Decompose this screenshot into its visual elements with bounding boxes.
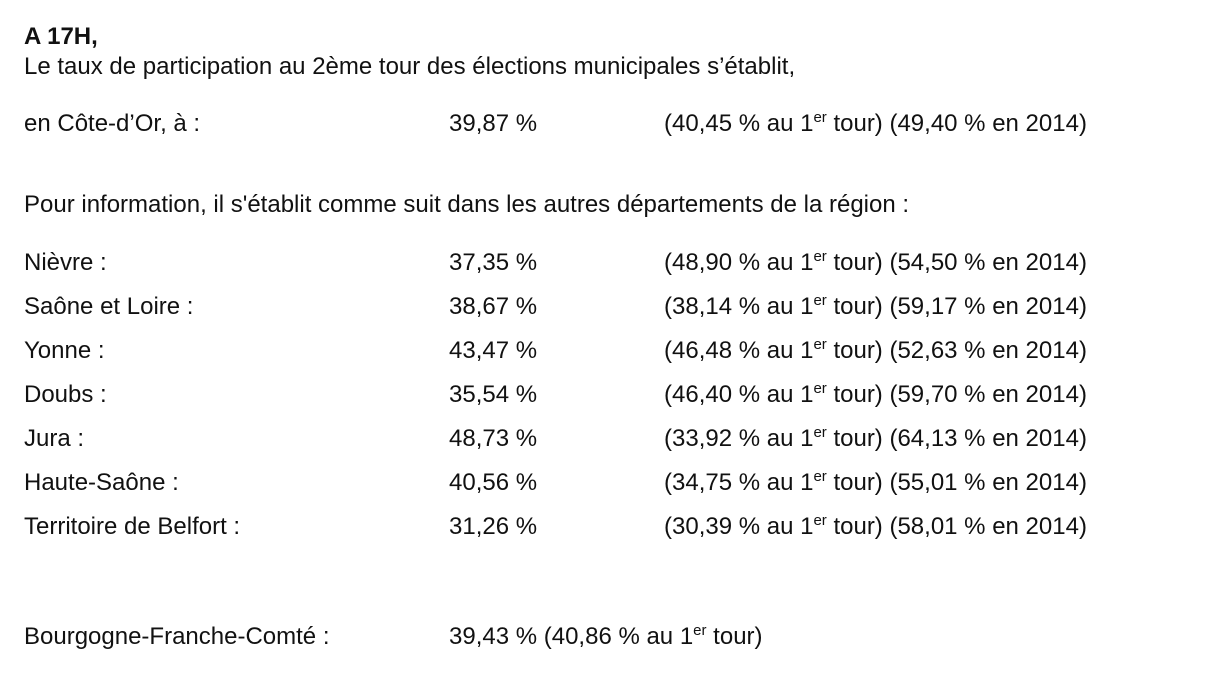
region-rate: 39,43 % (40,86 % au 1er tour)	[449, 622, 763, 650]
participation-rate: 40,56 %	[449, 469, 538, 496]
region-row	[24, 615, 1194, 659]
department-row	[24, 505, 1194, 549]
department-row	[24, 373, 1194, 417]
department-name: Saône et Loire :	[24, 293, 194, 320]
comparison-text: (30,39 % au 1er tour) (58,01 % en 2014)	[664, 512, 1087, 540]
ordinal-superscript: er	[813, 109, 827, 126]
participation-rate: 38,67 %	[449, 293, 538, 320]
comparison-text: (34,75 % au 1er tour) (55,01 % en 2014)	[664, 468, 1087, 496]
department-name: Territoire de Belfort :	[24, 513, 241, 540]
department-row	[24, 417, 1194, 461]
department-row	[24, 461, 1194, 505]
department-name: Doubs :	[24, 381, 107, 408]
comparison-text: (48,90 % au 1er tour) (54,50 % en 2014)	[664, 248, 1087, 276]
department-name: Jura :	[24, 425, 85, 452]
document	[24, 22, 1194, 659]
ordinal-superscript: er	[813, 380, 827, 397]
ordinal-superscript: er	[813, 512, 827, 529]
department-list	[24, 241, 1194, 549]
department-name: Haute-Saône :	[24, 469, 179, 496]
participation-rate: 35,54 %	[449, 381, 538, 408]
participation-rate: 48,73 %	[449, 425, 538, 452]
comparison-text: (46,48 % au 1er tour) (52,63 % en 2014)	[664, 336, 1087, 364]
ordinal-superscript: er	[693, 622, 707, 639]
department-name: Yonne :	[24, 337, 105, 364]
participation-rate: 37,35 %	[449, 249, 538, 276]
department-row	[24, 241, 1194, 285]
comparison-text: (40,45 % au 1er tour) (49,40 % en 2014)	[664, 109, 1087, 137]
intro-text: Le taux de participation au 2ème tour des élections municipales s’établit,	[24, 53, 796, 80]
ordinal-superscript: er	[813, 424, 827, 441]
ordinal-superscript: er	[813, 292, 827, 309]
comparison-text: (33,92 % au 1er tour) (64,13 % en 2014)	[664, 424, 1087, 452]
participation-rate: 31,26 %	[449, 513, 538, 540]
participation-rate: 39,87 %	[449, 110, 538, 137]
department-name: en Côte-d’Or, à :	[24, 110, 201, 137]
department-row	[24, 285, 1194, 329]
region-name: Bourgogne-Franche-Comté :	[24, 623, 330, 650]
comparison-text: (38,14 % au 1er tour) (59,17 % en 2014)	[664, 292, 1087, 320]
ordinal-superscript: er	[813, 468, 827, 485]
department-name: Nièvre :	[24, 249, 107, 276]
comparison-text: (46,40 % au 1er tour) (59,70 % en 2014)	[664, 380, 1087, 408]
ordinal-superscript: er	[813, 248, 827, 265]
participation-rate: 43,47 %	[449, 337, 538, 364]
cote-dor-row	[24, 102, 1194, 146]
time-heading: A 17H,	[24, 23, 98, 50]
department-row	[24, 329, 1194, 373]
info-text: Pour information, il s'établit comme suit dans les autres départements de la région :	[24, 191, 910, 218]
ordinal-superscript: er	[813, 336, 827, 353]
